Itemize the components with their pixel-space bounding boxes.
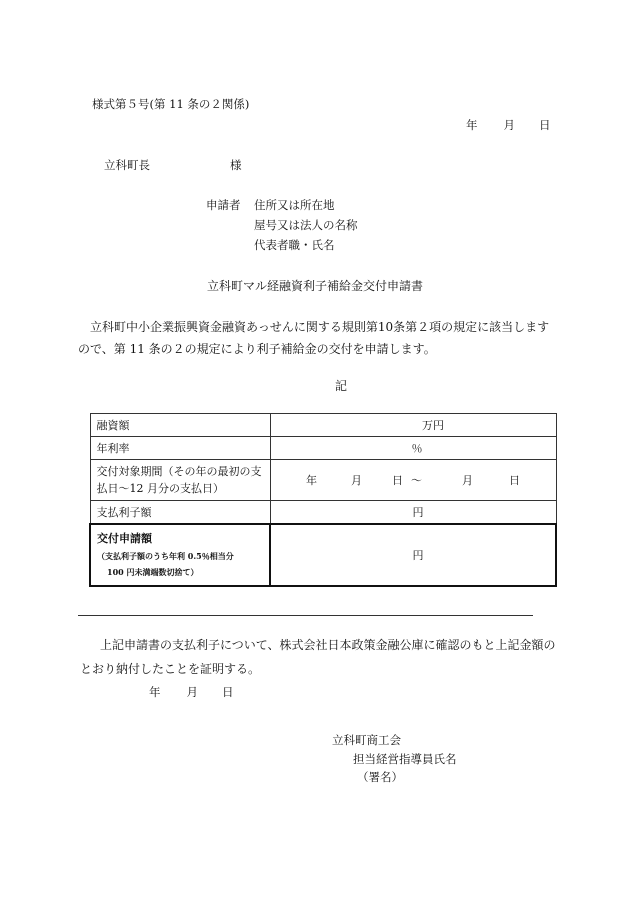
- date-month: 月: [503, 118, 515, 132]
- application-body: 立科町中小企業振興資金融資あっせんに関する規則第10条第２項の規定に該当しますので、第 11 条の２の規定により利子補給金の交付を申請します。: [78, 320, 550, 356]
- date-day: 日: [539, 118, 551, 132]
- subsidy-amount-unit: 円: [412, 549, 424, 562]
- interest-rate-unit: ％: [411, 442, 423, 455]
- loan-amount-label: 融資額: [90, 414, 270, 437]
- document-title: 立科町マル経融資利子補給金交付申請書: [206, 279, 423, 293]
- table-row: [90, 437, 556, 460]
- loan-amount-field[interactable]: [270, 414, 556, 437]
- certifying-organization: 立科町商工会: [332, 733, 401, 747]
- ki-heading: 記: [334, 379, 347, 393]
- period-field[interactable]: [270, 460, 556, 501]
- form-number: 様式第５号(第 11 条の２関係): [92, 97, 250, 111]
- table-row: [90, 524, 556, 586]
- period-day: 日: [392, 473, 403, 487]
- subsidy-note-line2: 100 円未満端数切捨て）: [107, 567, 199, 577]
- applicant-representative: 代表者職・氏名: [254, 238, 335, 252]
- period-month: 月: [351, 473, 362, 487]
- period-end-day: 日: [509, 473, 520, 487]
- date-year: 年: [466, 118, 478, 132]
- interest-paid-unit: 円: [412, 506, 424, 519]
- applicant-label: 申請者: [206, 198, 241, 212]
- addressee-honorific: 様: [230, 158, 242, 172]
- period-end-month: 月: [462, 473, 473, 487]
- addressee-name: 立科町長: [104, 158, 150, 172]
- certification-date: [149, 684, 234, 700]
- subsidy-label: [90, 524, 270, 586]
- interest-rate-label: 年利率: [90, 437, 270, 460]
- addressee: [104, 157, 242, 173]
- subsidy-note-line1: （支払利子額のうち年利 0.5％相当分: [97, 551, 234, 561]
- applicant-business-name: 屋号又は法人の名称: [254, 218, 358, 232]
- applicant-address: 住所又は所在地: [254, 198, 335, 212]
- cert-date-day: 日: [222, 685, 234, 699]
- subsidy-title: 交付申請額: [97, 532, 152, 545]
- interest-paid-field[interactable]: [270, 501, 556, 525]
- subsidy-amount-field[interactable]: [270, 524, 556, 586]
- section-divider: [78, 615, 533, 616]
- interest-rate-field[interactable]: [270, 437, 556, 460]
- table-row: [90, 501, 556, 525]
- table-row: [90, 460, 556, 501]
- period-tilde: ～: [411, 473, 422, 487]
- details-table: [89, 413, 557, 587]
- period-label: 交付対象期間（その年の最初の支払日～12 月分の支払日）: [90, 460, 270, 501]
- application-date: [466, 117, 551, 133]
- advisor-name-label: 担当経営指導員氏名: [353, 752, 457, 766]
- interest-paid-label: 支払利子額: [90, 501, 270, 525]
- table-row: [90, 414, 556, 437]
- period-year: 年: [306, 473, 317, 487]
- subsidy-note: [97, 548, 263, 580]
- cert-date-year: 年: [149, 685, 161, 699]
- certification-text: 上記申請書の支払利子について、株式会社日本政策金融公庫に確認のもと上記金額のとおり納付したことを証明する。: [80, 638, 556, 676]
- cert-date-month: 月: [186, 685, 198, 699]
- loan-amount-unit: 万円: [422, 419, 444, 432]
- signature-label: （署名）: [357, 770, 403, 784]
